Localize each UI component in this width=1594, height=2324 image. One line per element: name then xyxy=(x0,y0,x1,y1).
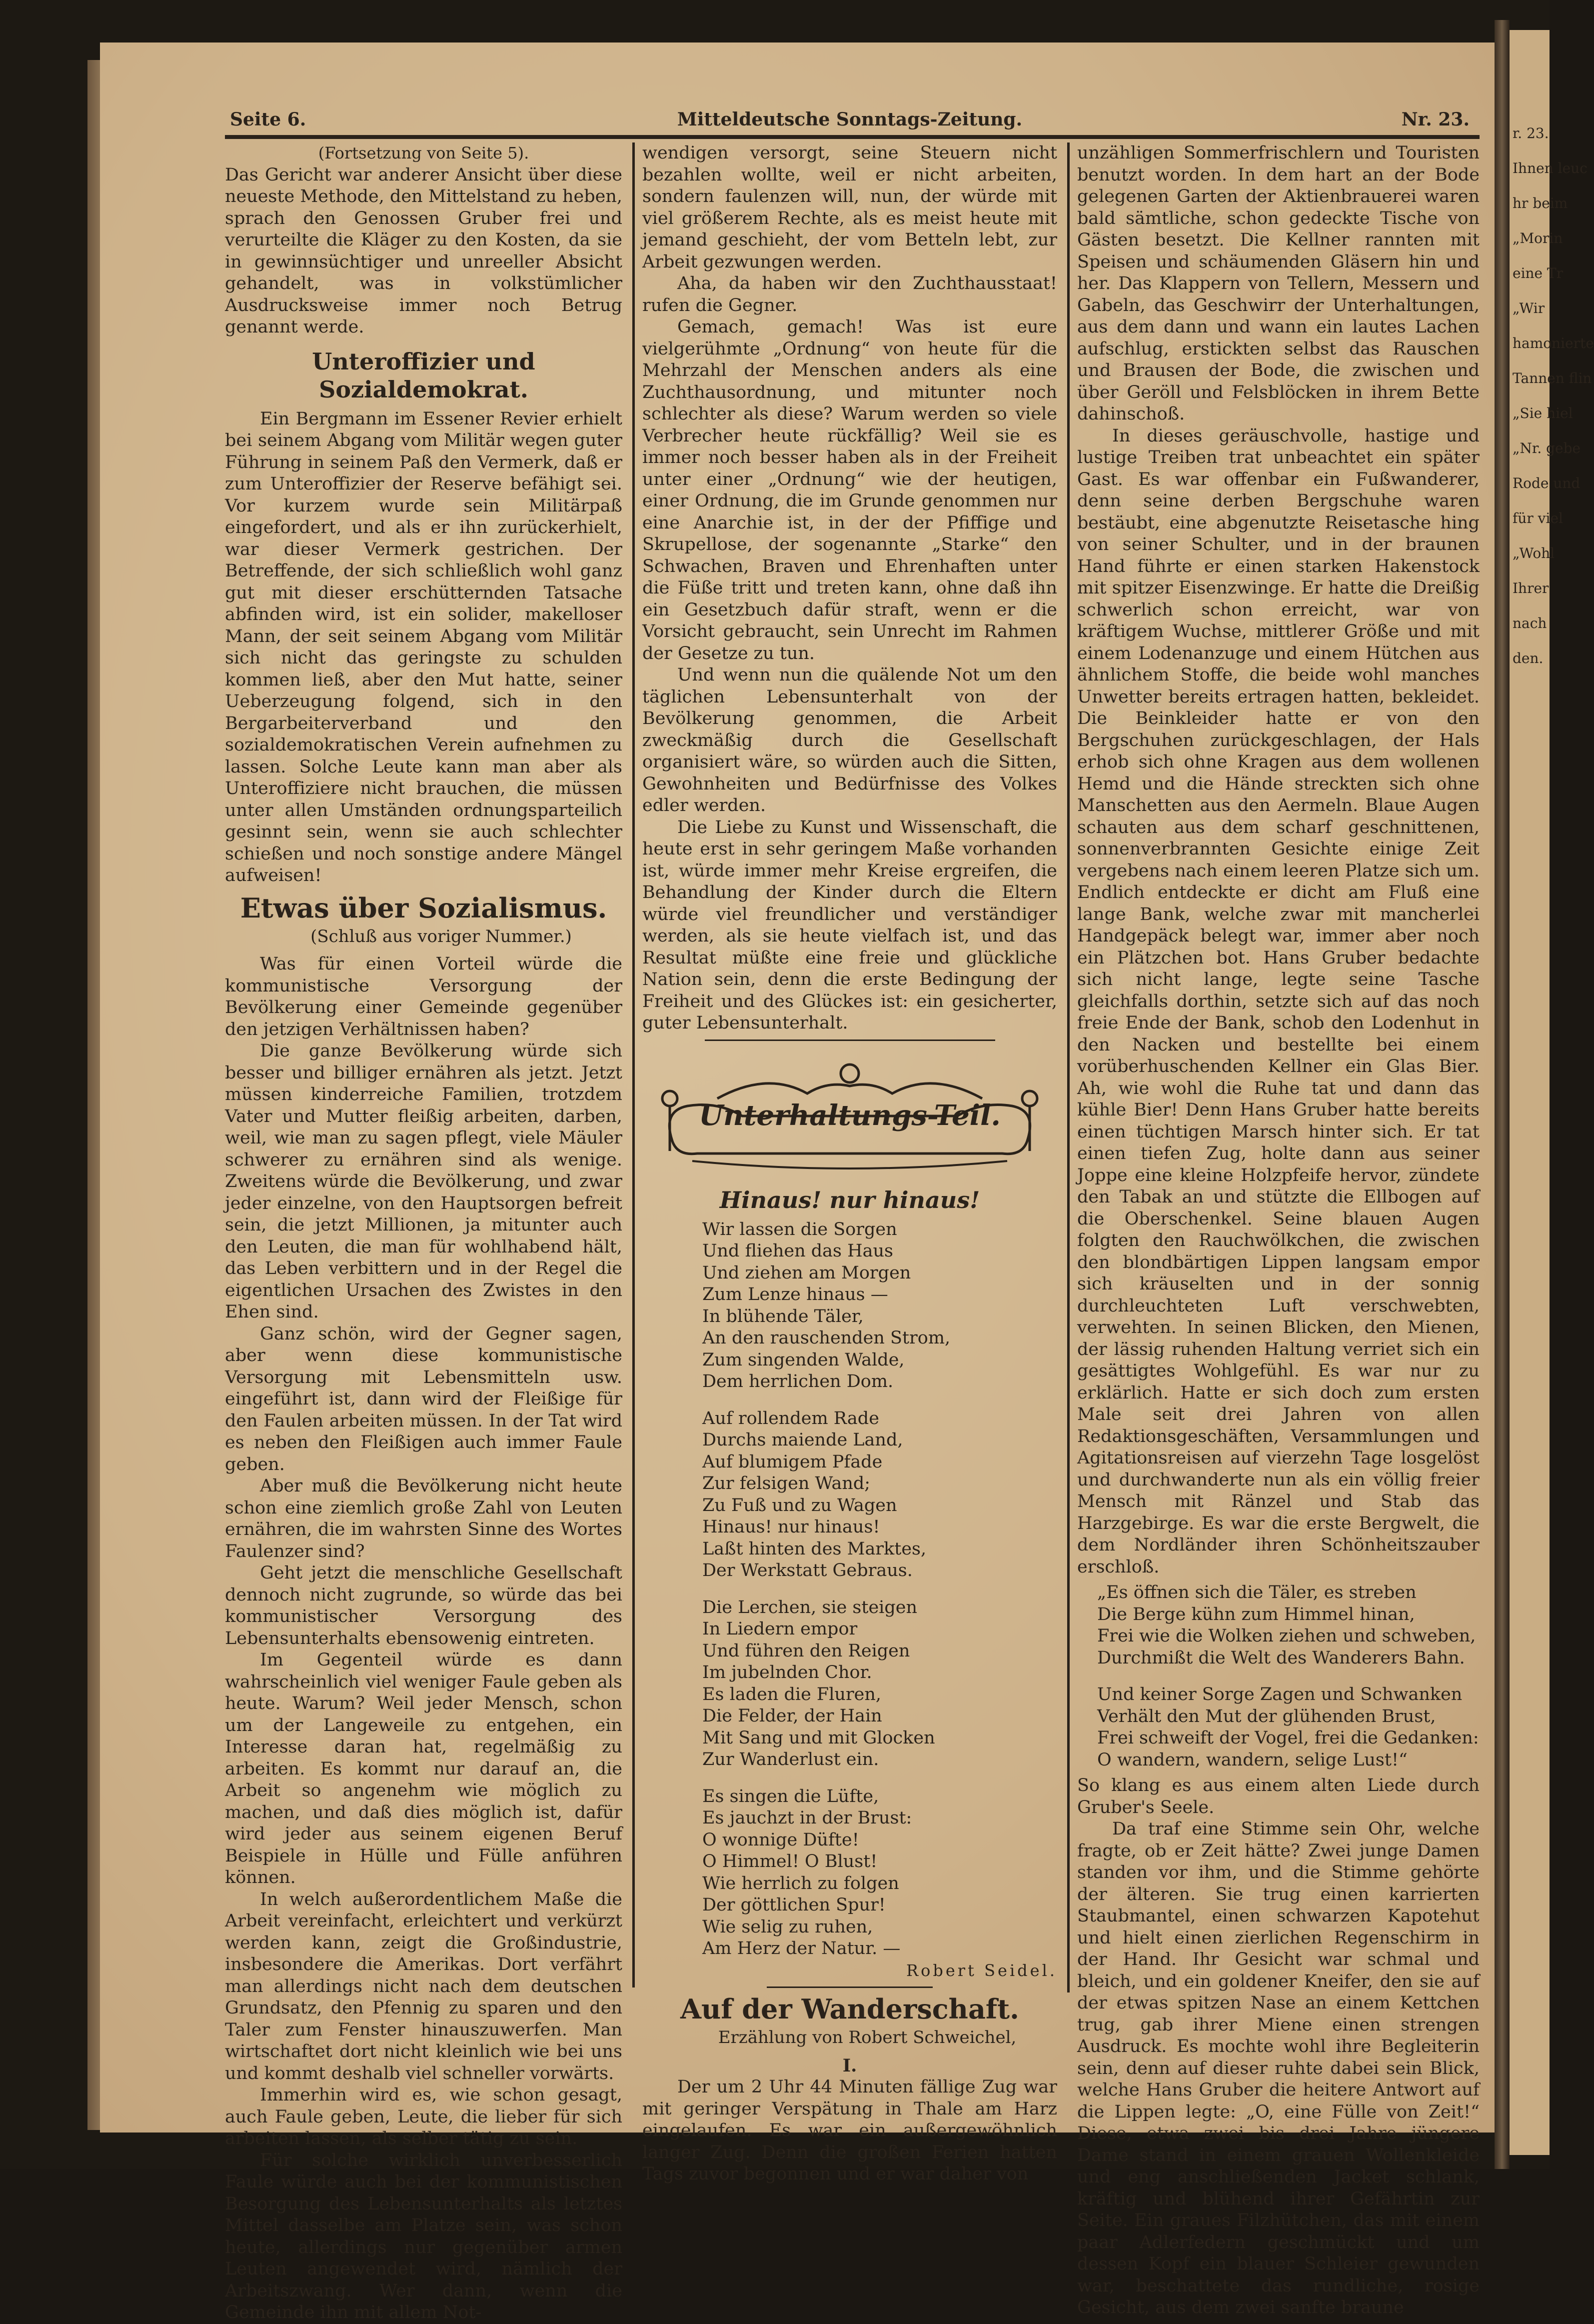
paragraph: Das Gericht war anderer Ansicht über diese neueste Methode, den Mittelstand zu heben, sprach den Genossen Gruber frei und verurteilte die Kläger zu den Kosten, da sie in gewinnsüchtiger und unreeller Absicht gehandelt, was in volkstümlicher Ausdrucksweise immer noch Betrug genannt werde. xyxy=(225,164,622,337)
next-page-text-fragment: Ihrer xyxy=(1513,580,1549,596)
poem-line: Der göttlichen Spur! xyxy=(702,1895,886,1915)
page-header xyxy=(230,109,1470,139)
next-page-text-fragment: nach xyxy=(1513,615,1547,632)
verse-line: Frei wie die Wolken ziehen und schweben, xyxy=(1097,1626,1476,1646)
verse-line: Die Berge kühn zum Himmel hinan, xyxy=(1097,1604,1415,1624)
paragraph: Immerhin wird es, wie schon gesagt, auch Faule geben, Leute, die lieber für sich arbeiten lassen, als selber tätig zu sein. xyxy=(225,2085,622,2148)
column-3 xyxy=(1077,142,1480,2319)
paragraph: In welch außerordentlichem Maße die Arbeit vereinfacht, erleichtert und verkürzt werden kann, zeigt die Großindustrie, insbesondere die Amerikas. Dort verfährt man allerdings nicht nach dem deutschen Grundsatz, den Pfennig zu sparen und den Taler zum Fenster hinauszuwerfen. Man wirtschaftet dort nicht kleinlich wie bei uns und kommt deshalb viel schneller vorwärts. xyxy=(225,1889,622,2084)
adjacent-page-fragment xyxy=(1510,30,1594,2155)
poem-line: Durchs maiende Land, xyxy=(702,1430,903,1450)
stanza-gap xyxy=(702,1771,1057,1786)
section-banner xyxy=(642,1051,1057,1176)
story-title: Auf der Wanderschaft. xyxy=(680,1993,1019,2025)
verse-line: Verhält den Mut der glühenden Brust, xyxy=(1097,1706,1436,1726)
poem xyxy=(702,1219,1057,1960)
page-number: Seite 6. xyxy=(230,109,306,130)
paragraph: Der um 2 Uhr 44 Minuten fällige Zug war mit geringer Verspätung in Thale am Harz eingelaufen. Es war ein außergewöhnlich langer Zug. Denn die großen Ferien hatten Tags zuvor begonnen und er war daher von xyxy=(642,2077,1057,2184)
poem-line: In blühende Täler, xyxy=(702,1306,864,1326)
paragraph: Die ganze Bevölkerung würde sich besser und billiger ernähren als jetzt. Jetzt müssen kinderreiche Familien, trotzdem Vater und Mutter fleißig arbeiten, darben, weil, wie man zu sagen pflegt, viele Mäuler schwerer zu ernähren sind als wenige. Zweitens würde die Bevölkerung, und zwar jeder einzelne, von den Hauptsorgen befreit sein, die jetzt Millionen, ja mitunter auch den Leuten, die man für wohlhabend hält, das Leben verbittern und in der Regel die eigentlichen Ursachen des Zwistes in den Ehen sind. xyxy=(225,1041,622,1322)
paragraph: Was für einen Vorteil würde die kommunistische Versorgung der Bevölkerung einer Gemeinde gegenüber den jetzigen Verhältnissen haben? xyxy=(225,954,622,1040)
paragraph: Ganz schön, wird der Gegner sagen, aber wenn diese kommunistische Versorgung mit Lebensmitteln usw. eingeführt ist, dann wird der Fleißige für den Faulen arbeiten müssen. In der Tat wird es neben den Fleißigen auch immer Faule geben. xyxy=(225,1324,622,1474)
column-2 xyxy=(642,142,1057,2186)
stanza-gap xyxy=(702,1582,1057,1597)
section-divider xyxy=(767,1986,933,1988)
column-rule-1 xyxy=(632,142,635,1988)
header-rule xyxy=(225,135,1480,139)
next-page-text-fragment: r. 23. xyxy=(1513,125,1549,142)
poem-line: Die Felder, der Hain xyxy=(702,1706,882,1726)
poem-line: Und fliehen das Haus xyxy=(702,1241,893,1261)
poem-line: Dem herrlichen Dom. xyxy=(702,1372,894,1392)
paragraph: In dieses geräuschvolle, hastige und lustige Treiben trat unbeachtet ein später Gast. Es war offenbar ein Fußwanderer, denn seine derben Bergschuhe waren bestäubt, eine abgenutzte Reisetasche hing von seiner Schulter, und in der braunen Hand führte er einen starken Hakenstock mit spitzer Eisenzwinge. Er hatte die Dreißig schwerlich schon erreicht, war von kräftigem Wuchse, mittlerer Größe und mit einem Lodenanzuge und einem Hütchen aus ähnlichem Stoffe, die beide wohl manches Unwetter bereits ertragen hatten, bekleidet. Die Beinkleider hatte er von den Bergschuhen zurückgeschlagen, der Hals erhob sich ohne Kragen aus dem wollenen Hemd und die Hände streckten sich ohne Manschetten aus den Aermeln. Blaue Augen schauten aus dem scharf geschnittenen, sonnenverbrannten Gesichte einige Zeit vergebens nach einem leeren Platze sich um. Endlich entdeckte er dicht am Fluß eine lange Bank, welche zwar mit mancherlei Handgepäck belegt war, immer aber noch ein Plätzchen bot. Hans Gruber bedachte sich nicht lange, legte seine Tasche gleichfalls dorthin, setzte sich auf das noch freie Ende der Bank, schob den Lodenhut in den Nacken und bestellte bei einem vorüberhuschenden Kellner ein Glas Bier. Ah, wie wohl die Ruhe tat und dann das kühle Bier! Denn Hans Gruber hatte bereits einen tüchtigen Marsch hinter sich. Er tat einen tiefen Zug, holte dann aus seiner Joppe eine kleine Holzpfeife hervor, zündete den Tabak an und stützte die Ellbogen auf die Oberschenkel. Seine blauen Augen folgten den Rauchwölkchen, die zwischen den blondbärtigen Lippen langsam empor sich kräuselten und in der sonnig durchleuchteten Luft verschwebten, verwehten. In seinen Blicken, den Mienen, der lässig ruhenden Haltung verriet sich ein gesättigtes Wohlgefühl. Es war nur zu erklärlich. Hatte er sich doch zum ersten Male seit drei Jahren von allen Redaktionsgeschäften, Versammlungen und Agitationsreisen auf vierzehn Tage losgelöst und durchwanderte nun als ein völlig freier Mensch mit Ränzel und Stab das Harzgebirge. Es war die erste Bergwelt, die dem Nordländer ihren Schönheitszauber erschloß. xyxy=(1077,426,1480,1577)
article-heading: Etwas über Sozialismus. xyxy=(240,892,607,924)
verse-line: O wandern, wandern, selige Lust!“ xyxy=(1097,1750,1408,1770)
poem-line: Auf blumigem Pfade xyxy=(702,1452,883,1472)
verse-line: Frei schweift der Vogel, frei die Gedanken: xyxy=(1097,1728,1479,1748)
paragraph: So klang es aus einem alten Liede durch Gruber's Seele. xyxy=(1077,1776,1480,1818)
poem-line: An den rauschenden Strom, xyxy=(702,1328,951,1348)
poem-line: Wie selig zu ruhen, xyxy=(702,1916,873,1937)
poem-line: Auf rollendem Rade xyxy=(702,1408,879,1428)
next-page-text-fragment: für viel xyxy=(1513,510,1563,526)
poem-line: Es laden die Fluren, xyxy=(702,1684,882,1704)
poem-line: Es jauchzt in der Brust: xyxy=(702,1808,912,1828)
next-page-text-fragment: Tannen flin xyxy=(1513,370,1592,386)
poem-line: Mit Sang und mit Glocken xyxy=(702,1728,935,1748)
poem-line: Am Herz der Natur. — xyxy=(702,1938,901,1958)
next-page-text-fragment: Rode und xyxy=(1513,475,1581,492)
poem-title: Hinaus! nur hinaus! xyxy=(719,1186,980,1214)
paragraph: Geht jetzt die menschliche Gesellschaft dennoch nicht zugrunde, so würde das bei kommunistischer Versorgung des Lebensunterhalts ebensowenig eintreten. xyxy=(225,1563,622,1648)
poem-line: Zur Wanderlust ein. xyxy=(702,1750,879,1770)
verse-line: Durchmißt die Welt des Wanderers Bahn. xyxy=(1097,1648,1465,1668)
poem-line: In Liedern empor xyxy=(702,1619,858,1639)
poem-line: Laßt hinten des Marktes, xyxy=(702,1538,927,1559)
paragraph: Im Gegenteil würde es dann wahrscheinlich viel weniger Faule geben als heute. Warum? Weil jeder Mensch, schon um der Langeweile zu entgehen, ein Interesse daran hat, regelmäßig zu arbeiten. Es kommt nur darauf an, die Arbeit so angenehm wie möglich zu machen, und daß dies möglich ist, dafür wird jeder aus seinem eigenen Beruf Beispiele in Hülle und Fülle anführen können. xyxy=(225,1650,622,1888)
paragraph: Aha, da haben wir den Zuchthausstaat! rufen die Gegner. xyxy=(642,274,1057,316)
poem-line: Die Lerchen, sie steigen xyxy=(702,1597,918,1618)
poem-line: Wie herrlich zu folgen xyxy=(702,1873,899,1894)
next-page-text-fragment: Ihnen leuc xyxy=(1513,160,1588,176)
next-page-text-fragment: „Sie hiel xyxy=(1513,405,1573,422)
poem-line: Zu Fuß und zu Wagen xyxy=(702,1495,897,1516)
paragraph: Da traf eine Stimme sein Ohr, welche fragte, ob er Zeit hätte? Zwei junge Damen standen vor ihm, und die Stimme gehörte der älteren. Sie trug einen karrierten Staubmantel, einen schwarzen Kapotehut und hielt einen zierlichen Regenschirm in der Hand. Ihr Gesicht war schmal und bleich, und ein goldener Kneifer, den sie auf der etwas spitzen Nase an einem Kettchen trug, gab ihrer Miene einen strengen Ausdruck. Es mochte wohl ihre Begleiterin sein, denn auf dieser ruhte dabei sein Blick, welche Hans Gruber die heitere Antwort auf die Lippen legte: „O, eine Fülle von Zeit!“ Diese, etwa zwei bis drei Jahre jüngere Dame stand in einem grauen Wollenkleide und eng anschließenden Jacket schlank, kräftig und blühend ihrer Gefährtin zur Seite. Ein graues Filzhütchen, das mit einem paar Adlerfedern geschmückt und um dessen Kopf ein blauer Schleier gewunden war, beschattete das rundliche, rosige Gesicht, aus dem zwei sanfte braune xyxy=(1077,1819,1480,2318)
next-page-text-fragment: hamonierte xyxy=(1513,335,1594,352)
next-page-text-fragment: „Morin xyxy=(1513,230,1563,246)
chapter-number: I. xyxy=(842,2055,857,2076)
next-page-text-fragment: eine Tr xyxy=(1513,265,1564,282)
poem-line: Und führen den Reigen xyxy=(702,1640,910,1661)
stanza-gap xyxy=(702,1393,1057,1408)
newspaper-title: Mitteldeutsche Sonntags-Zeitung. xyxy=(677,109,1023,130)
poem-author: Robert Seidel. xyxy=(906,1960,1057,1980)
poem-line: O Himmel! O Blust! xyxy=(702,1852,878,1872)
issue-number: Nr. 23. xyxy=(1401,109,1470,130)
article-heading: Unteroffizier und Sozialdemokrat. xyxy=(312,348,535,403)
next-page-text-fragment: hr beim xyxy=(1513,195,1568,212)
poem-line: Zum Lenze hinaus — xyxy=(702,1284,888,1304)
next-page-text-fragment: „Wohl xyxy=(1513,545,1555,562)
book-gutter xyxy=(1495,20,1510,2169)
paragraph: Gemach, gemach! Was ist eure vielgerühmte „Ordnung“ von heute für die Mehrzahl der Menschen anders als eine Zuchthausordnung, und mitunter noch schlechter als diese? Warum werden so viele Verbrecher heute rückfällig? Weil sie es immer noch besser haben als in der Freiheit unter einer „Ordnung“ wie der heutigen, einer Ordnung, die im Grunde genommen nur eine Anarchie ist, in der der Pfiffige und Skrupellose, der sogenannte „Starke“ den Schwachen, Braven und Ehrenhaften unter die Füße tritt und treten kann, ohne daß ihn ein Gesetzbuch dafür straft, wenn er die Vorsicht gebraucht, sein Unrecht im Rahmen der Gesetze zu tun. xyxy=(642,317,1057,664)
paragraph: unzähligen Sommerfrischlern und Touristen benutzt worden. In dem hart an der Bode gelegenen Garten der Aktienbrauerei waren bald sämtliche, schon gedeckte Tische von Gästen besetzt. Die Kellner rannten mit Speisen und schäumenden Gläsern hin und her. Das Klappern von Tellern, Messern und Gabeln, das Geschwirr der Unterhaltungen, aus dem dann und wann ein lautes Lachen aufschlug, erstickten selbst das Rauschen und Brausen der Bode, die zwischen und über Geröll und Felsblöcken in ihrem Bette dahinschoß. xyxy=(1077,143,1480,424)
next-page-text-fragment: „Wir xyxy=(1513,300,1545,316)
poem-line: Und ziehen am Morgen xyxy=(702,1262,911,1283)
next-page-text-fragment: den. xyxy=(1513,650,1544,666)
paragraph: Und wenn nun die quälende Not um den täglichen Lebensunterhalt von der Bevölkerung genommen, die Arbeit zweckmäßig durch die Gesellschaft organisiert wäre, so würden auch die Sitten, Gewohnheiten und Bedürfnisse des Volkes edler werden. xyxy=(642,665,1057,816)
poem-line: Zur felsigen Wand; xyxy=(702,1474,871,1494)
poem-line: Es singen die Lüfte, xyxy=(702,1786,879,1806)
verse-line: „Es öffnen sich die Täler, es streben xyxy=(1097,1582,1417,1602)
banner-title: Unterhaltungs-Teil. xyxy=(699,1098,1001,1132)
column-1 xyxy=(225,142,622,2324)
poem-line: Der Werkstatt Gebraus. xyxy=(702,1560,913,1580)
next-page-text-fragment: „Nr. gebe xyxy=(1513,440,1581,456)
stanza-gap xyxy=(1097,1669,1480,1684)
poem-line: Im jubelnden Chor. xyxy=(702,1662,872,1682)
paragraph: wendigen versorgt, seine Steuern nicht bezahlen wollte, weil er nicht arbeiten, sondern faulenzen will, nun, der würde mit viel größerem Rechte, als es meist heute mit jemand geschieht, der vom Betteln lebt, zur Arbeit gezwungen werden. xyxy=(642,143,1057,272)
poem-line: O wonnige Düfte! xyxy=(702,1830,859,1850)
section-divider xyxy=(705,1040,995,1041)
verse-line: Und keiner Sorge Zagen und Schwanken xyxy=(1097,1684,1463,1704)
paragraph: Ein Bergmann im Essener Revier erhielt bei seinem Abgang vom Militär wegen guter Führung in seinem Paß den Vermerk, daß er zum Unteroffizier der Reserve befähigt sei. Vor kurzem wurde sein Militärpaß eingefordert, und als er ihn zurückerhielt, war dieser Vermerk gestrichen. Der Betreffende, der sich schließlich wohl ganz gut mit dieser erschütternden Tatsache abfinden wird, ist ein solider, makelloser Mann, der seit seinem Abgang vom Militär sich nicht das geringste zu schulden kommen ließ, aber den Mut hatte, seiner Ueberzeugung folgend, sich in den Bergarbeiterverband und den sozialdemokratischen Verein aufnehmen zu lassen. Solche Leute kann man aber als Unteroffiziere nicht brauchen, die müssen unter allen Umständen ordnungsparteilich gesinnt sein, wenn sie auch schlechter schießen und noch sonstige andere Mängel aufweisen! xyxy=(225,408,622,886)
story-subtitle: Erzählung von Robert Schweichel, xyxy=(718,2028,1017,2048)
poem-line: Hinaus! nur hinaus! xyxy=(702,1517,880,1537)
paragraph: Aber muß die Bevölkerung nicht heute schon eine ziemlich große Zahl von Leuten ernähren, die im wahrsten Sinne des Wortes Faulenzer sind? xyxy=(225,1476,622,1562)
paragraph: Für solche wirklich unverbesserlich Faule würde auch bei der kommunistischen Besorgung des Lebensunterhalts als letztes Mittel dasselbe am Platze sein, was schon heute, allerdings nur gegenüber armen Leuten angewendet wird, nämlich der Arbeitszwang. Wer dann, wenn die Gemeinde ihn mit allem Not- xyxy=(225,2150,622,2322)
quoted-verse xyxy=(1097,1582,1480,1771)
poem-line: Wir lassen die Sorgen xyxy=(702,1219,897,1240)
column-rule-2 xyxy=(1067,142,1070,1992)
paragraph: Die Liebe zu Kunst und Wissenschaft, die heute erst in sehr geringem Maße vorhanden ist, würde immer mehr Kreise ergreifen, die Behandlung der Kinder durch die Eltern würde viel freundlicher und verständiger werden, als sie heute vielfach ist, und das Resultat müßte eine freie und glückliche Nation sein, denn die erste Bedingung der Freiheit und des Glückes ist: ein gesicherter, guter Lebensunterhalt. xyxy=(642,817,1057,1033)
poem-line: Zum singenden Walde, xyxy=(702,1350,905,1370)
continuation-note: (Fortsetzung von Seite 5). xyxy=(318,144,529,162)
article-subheading: (Schluß aus voriger Nummer.) xyxy=(310,926,572,946)
